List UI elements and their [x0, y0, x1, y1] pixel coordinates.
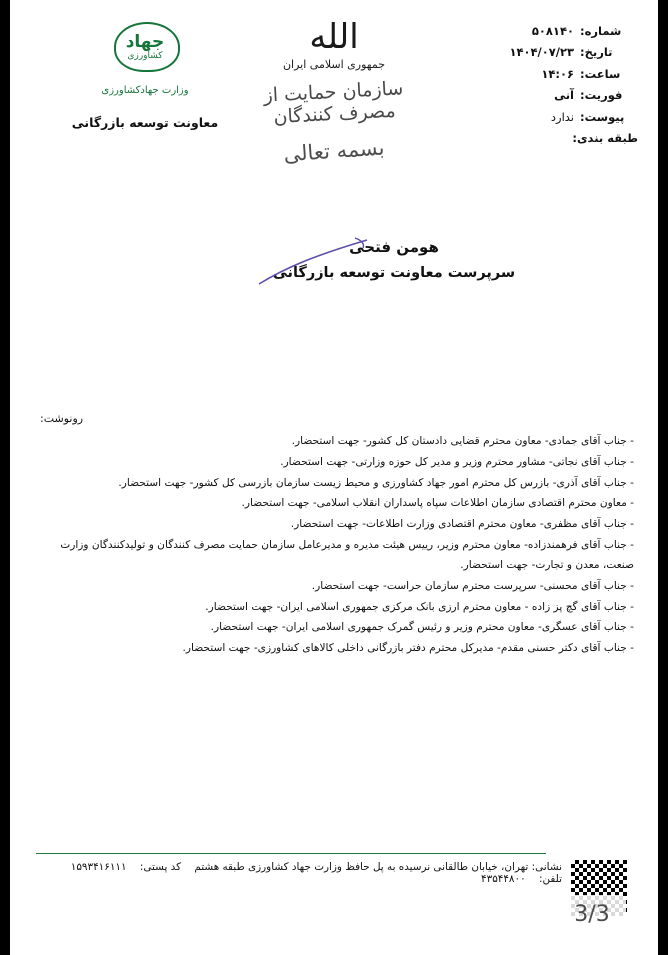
footer-divider — [36, 853, 546, 854]
meta-row-attachment — [448, 110, 638, 124]
scan-edge-left — [0, 0, 10, 955]
meta-value-time: ۱۴:۰۶ — [541, 66, 574, 81]
meta-value-number: ۵۰۸۱۴۰ — [531, 24, 574, 38]
cc-item: - جناب آقای دکتر حسنی مقدم- مدیرکل محترم دفتر بازرگانی داخلی کالاهای کشاورزی- جهت استحضار. — [182, 642, 634, 654]
cc-item: - جناب آقای آذری- بازرس کل محترم امور جهاد کشاورزی و محیط زیست سازمان بازرسی کل کشور- جهت استحضار. — [118, 476, 634, 489]
meta-row-date — [448, 45, 638, 59]
carbon-copy-section — [40, 408, 634, 659]
page-indicator: 3/3 — [558, 895, 626, 933]
meta-row-urgency — [448, 88, 638, 102]
meta-value-date: ۱۴۰۴/۰۷/۲۳ — [509, 45, 574, 60]
cc-item: - جناب آقای عسگری- معاون محترم وزیر و رئیس گمرک جمهوری اسلامی ایران- جهت استحضار. — [210, 621, 634, 634]
jihad-agriculture-logo-icon — [108, 20, 182, 82]
footer-address: نشانی: تهران، خیابان طالقانی نرسیده به پل حافظ وزارت جهاد کشاورزی طبقه هشتم — [194, 861, 562, 873]
footer-phone: ۴۳۵۴۴۸۰۰ — [481, 873, 526, 885]
cc-title: رونوشت: — [40, 412, 84, 425]
meta-label-time: ساعت: — [580, 66, 621, 81]
meta-value-attachment: ندارد — [550, 109, 574, 124]
cc-item: - جناب آقای جمادی- معاون محترم قضایی دادستان کل کشور- جهت استحضار. — [291, 435, 634, 448]
signature-block — [10, 238, 658, 281]
footer-postal-code: ۱۵۹۳۴۱۶۱۱۱ — [70, 861, 127, 873]
department-name: معاونت توسعه بازرگانی — [71, 115, 219, 130]
meta-value-urgency: آنی — [554, 88, 574, 103]
emblem-caption: جمهوری اسلامی ایران — [282, 58, 386, 71]
signer-title: سرپرست معاونت توسعه بازرگانی — [272, 265, 516, 281]
document-header — [10, 14, 658, 204]
national-emblem-block — [234, 17, 434, 167]
ministry-name: وزارت جهادکشاورزی — [101, 85, 189, 96]
letter-meta-block — [448, 24, 638, 152]
page-indicator-wrap — [550, 903, 650, 947]
cc-item: - جناب آقای مظفری- معاون محترم اقتصادی وزارت اطلاعات- جهت استحضار. — [290, 518, 634, 531]
cc-item: - جناب آقای نجاتی- مشاور محترم وزیر و مدیر کل حوزه وزارتی- جهت استحضار. — [280, 456, 634, 469]
meta-label-classification: طبقه بندی: — [572, 130, 638, 145]
meta-label-attachment: پیوست: — [580, 109, 625, 124]
ministry-mark-word: جهاد — [125, 32, 165, 52]
cc-item: - معاون محترم اقتصادی سازمان اطلاعات سپاه پاسداران انقلاب اسلامی- جهت استحضار. — [241, 497, 634, 510]
meta-label-number: شماره: — [580, 24, 622, 38]
meta-row-classification — [448, 131, 638, 145]
document-footer — [22, 853, 646, 909]
footer-postal-label: کد پستی: — [139, 861, 182, 873]
meta-label-urgency: فوریت: — [580, 88, 623, 103]
signer-name: هومن فتحی — [349, 238, 439, 256]
ministry-mark-word2: کشاورزی — [127, 51, 163, 61]
cc-item: - جناب آقای فرهمندزاده- معاون محترم وزیر، رییس هیئت مدیره و مدیرعامل سازمان حمایت مصرف کنندگان و تولیدکنندگان وزارت صنعت، معدن و تجارت- جهت استحضار. — [60, 538, 634, 572]
cc-item: - جناب آقای محسنی- سرپرست محترم سازمان حراست- جهت استحضار. — [311, 580, 634, 593]
scan-edge-right — [658, 0, 668, 955]
footer-contact-line — [32, 861, 562, 885]
document-sheet — [10, 0, 658, 955]
cc-item: - جناب آقای گچ پز زاده - معاون محترم ارزی بانک مرکزی جمهوری اسلامی ایران- جهت استحضار. — [205, 600, 634, 613]
meta-row-number — [448, 24, 638, 38]
meta-row-time — [448, 67, 638, 81]
ministry-logo-block — [50, 20, 240, 130]
iran-emblem-icon: الله — [309, 17, 359, 57]
emblem-script-line-1: سازمان حمایت از مصرف کنندگان — [263, 77, 404, 129]
footer-phone-label: تلفن: — [539, 873, 562, 885]
meta-label-date: تاریخ: — [580, 45, 613, 60]
emblem-script-line-2: بسمه تعالی — [282, 135, 386, 167]
